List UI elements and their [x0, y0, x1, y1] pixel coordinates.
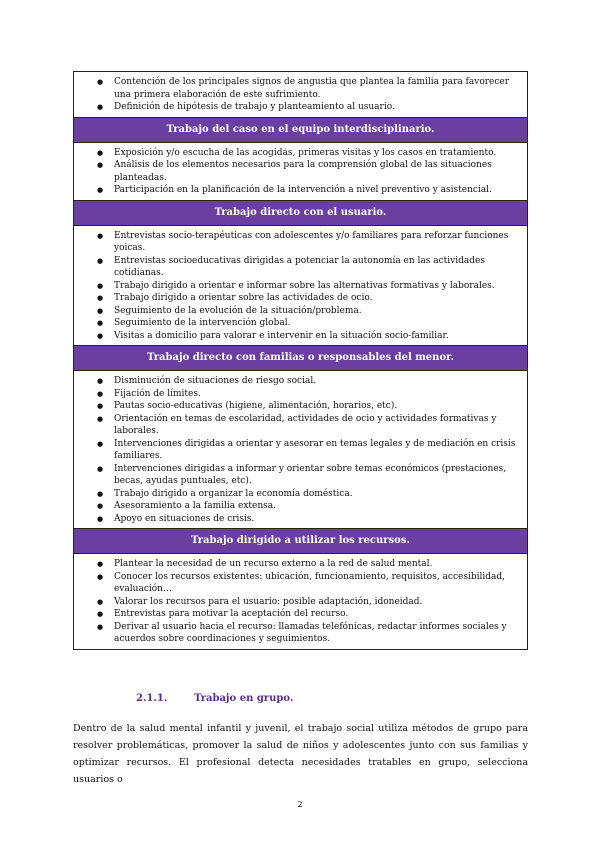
page-number: 2 [297, 800, 303, 809]
list-item: ● Definición de hipótesis de trabajo y planteamiento al usuario. [74, 101, 521, 114]
list-item: ● Análisis de los elementos necesarios para la comprensión global de las situaciones planteadas. [74, 159, 521, 184]
section-header: Trabajo directo con familias o responsables del menor. [74, 346, 527, 371]
list-item: ● Pautas socio-educativas (higiene, alimentación, horarios, etc). [74, 400, 521, 413]
list-item: ● Seguimiento de la intervención global. [74, 317, 521, 330]
subheading-number: 2.1.1. [136, 693, 168, 704]
list-item: ● Trabajo dirigido a orientar e informar sobre las alternativas formativas y laborales. [74, 280, 521, 293]
bullet-list [74, 72, 527, 117]
list-item: ● Seguimiento de la evolución de la situación/problema. [74, 305, 521, 318]
list-item: ● Valorar los recursos para el usuario: posible adaptación, idoneidad. [74, 596, 521, 609]
table-section [74, 554, 527, 650]
bullet-list [74, 226, 527, 346]
list-item: ● Trabajo dirigido a orientar sobre las actividades de ocio. [74, 292, 521, 305]
list-item: ● Intervenciones dirigidas a informar y orientar sobre temas económicos (prestaciones, becas, ayudas puntuales, etc). [74, 463, 521, 488]
subheading-title: Trabajo en grupo. [194, 693, 294, 704]
list-item: ● Conocer los recursos existentes: ubicación, funcionamiento, requisitos, accesibilidad, evaluación… [74, 571, 521, 596]
list-item: ● Visitas a domicilio para valorar e intervenir en la situación socio-familiar. [74, 330, 521, 343]
list-item: ● Entrevistas socioeducativas dirigidas a potenciar la autonomía en las actividades cotidianas. [74, 255, 521, 280]
table-section [74, 143, 527, 201]
list-item: ● Exposición y/o escucha de las acogidas, primeras visitas y los casos en tratamiento. [74, 147, 521, 160]
section-header: Trabajo dirigido a utilizar los recursos. [74, 529, 527, 554]
list-item: ● Contención de los principales signos de angustia que plantea la familia para favorecer una primera elaboración de este sufrimiento. [74, 76, 521, 101]
activities-table [73, 71, 528, 650]
list-item: ● Participación en la planificación de la intervención a nivel preventivo y asistencial. [74, 184, 521, 197]
subheading [136, 693, 293, 704]
list-item: ● Asesoramiento a la familia extensa. [74, 500, 521, 513]
list-item: ● Entrevistas para motivar la aceptación del recurso. [74, 608, 521, 621]
bullet-list [74, 371, 527, 528]
section-header: Trabajo directo con el usuario. [74, 201, 527, 226]
list-item: ● Fijación de límites. [74, 388, 521, 401]
table-section [74, 371, 527, 529]
list-item: ● Trabajo dirigido a organizar la economía doméstica. [74, 488, 521, 501]
section-header: Trabajo del caso en el equipo interdisciplinario. [74, 118, 527, 143]
table-section [74, 72, 527, 118]
list-item: ● Orientación en temas de escolaridad, actividades de ocio y actividades formativas y laborales. [74, 413, 521, 438]
list-item: ● Plantear la necesidad de un recurso externo a la red de salud mental. [74, 558, 521, 571]
body-paragraph: Dentro de la salud mental infantil y juvenil, el trabajo social utiliza métodos de grupo para resolver problemáticas, promover la salud de niños y adolescentes junto con sus familias y optimizar recursos. El profesional detecta necesidades tratables en grupo, selecciona usuarios o [73, 723, 528, 785]
bullet-list [74, 554, 527, 649]
bullet-list [74, 143, 527, 200]
list-item: ● Derivar al usuario hacia el recurso: llamadas telefónicas, redactar informes sociales y acuerdos sobre coordinaciones y seguimientos. [74, 621, 521, 646]
list-item: ● Apoyo en situaciones de crisis. [74, 513, 521, 526]
list-item: ● Intervenciones dirigidas a orientar y asesorar en temas legales y de mediación en crisis familiares. [74, 438, 521, 463]
list-item: ● Entrevistas socio-terapéuticas con adolescentes y/o familiares para reforzar funciones yoicas. [74, 230, 521, 255]
list-item: ● Disminución de situaciones de riesgo social. [74, 375, 521, 388]
table-section [74, 226, 527, 347]
